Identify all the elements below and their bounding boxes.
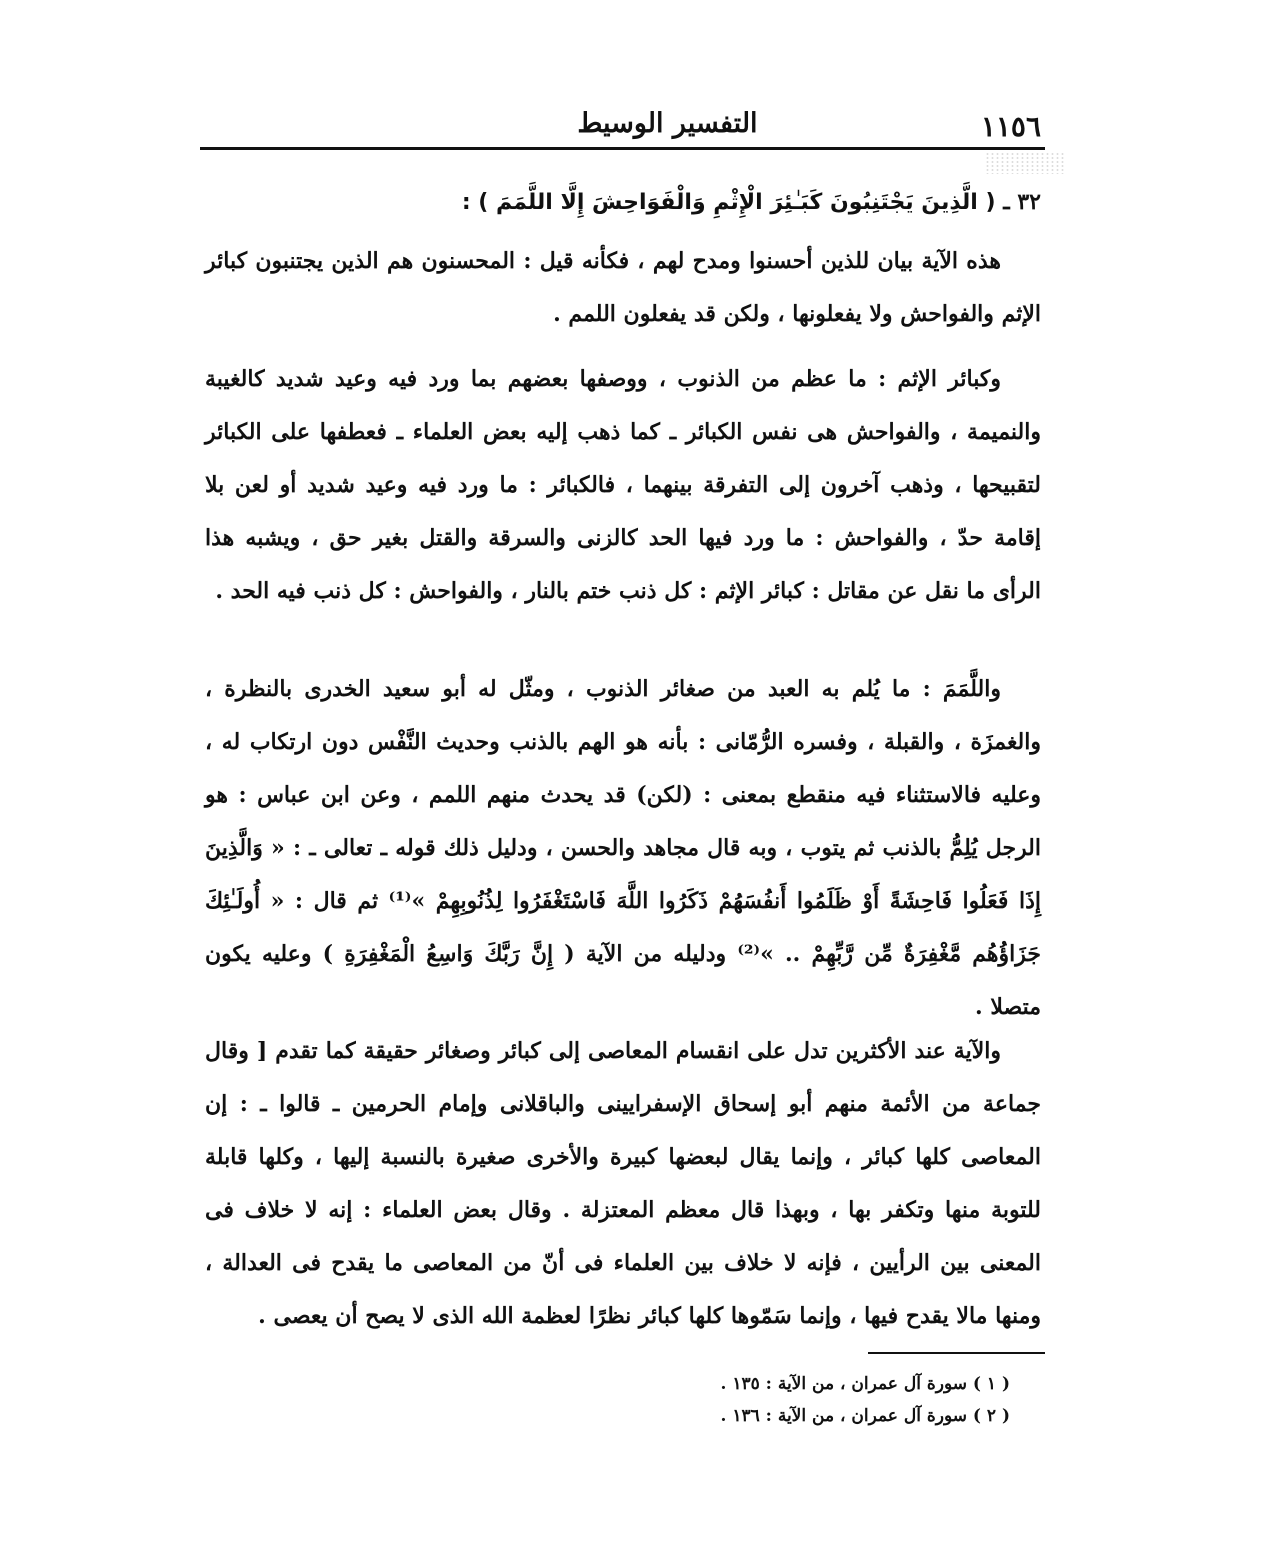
- header-divider: [200, 147, 1045, 150]
- verse-text: ( الَّذِينَ يَجْتَنِبُونَ كَبَـٰئِرَ الْإِثْمِ وَالْفَوَاحِشَ إِلَّا اللَّمَمَ ) :: [461, 190, 996, 215]
- verse-heading: [205, 182, 1081, 223]
- paragraph-1: هذه الآية بيان للذين أحسنوا ومدح لهم ، فكأنه قيل : المحسنون هم الذين يجتنبون كبائر الإثم والفواحش ولا يفعلونها ، ولكن قد يفعلون اللمم .: [205, 248, 1041, 327]
- footnote-2: ( ٢ ) سورة آل عمران ، من الآية : ١٣٦ .: [720, 1406, 1010, 1426]
- paragraph-3: واللَّمَمَ : ما يُلم به العبد من صغائر الذنوب ، ومثّل له أبو سعيد الخدرى بالنظرة ، والغمزَة ، والقبلة ، وفسره الرُّمّانى : بأنه هو الهم بالذنب وحديث النَّفْس دون ارتكاب له ، وعليه فالاستثناء فيه منقطع بمعنى : (لكن) قد يحدث منهم اللمم ، وعن ابن عباس : هو الرجل يُلِمُّ بالذنب ثم يتوب ، وبه قال مجاهد والحسن ، ودليل ذلك قوله ـ تعالى ـ : « وَالَّذِينَ إِذَا فَعَلُوا فَاحِشَةً أَوْ ظَلَمُوا أَنفُسَهُمْ ذَكَرُوا اللَّهَ فَاسْتَغْفَرُوا لِذُنُوبِهِمْ »⁽¹⁾ ثم قال : « أُولَـٰئِكَ جَزَاؤُهُم مَّغْفِرَةٌ مِّن رَّبِّهِمْ .. »⁽²⁾ ودليله من الآية ( إِنَّ رَبَّكَ وَاسِعُ الْمَغْفِرَةِ ) وعليه يكون متصلا .: [205, 676, 1041, 1020]
- paragraph-4: والآية عند الأكثرين تدل على انقسام المعاصى إلى كبائر وصغائر حقيقة كما تقدم [ وقال جماعة من الأئمة منهم أبو إسحاق الإسفرايينى والباقلانى وإمام الحرمين ـ قالوا ـ : إن المعاصى كلها كبائر ، وإنما يقال لبعضها كبيرة والأخرى صغيرة بالنسبة إليها ، وكلها قابلة للتوبة منها وتكفر بها ، وبهذا قال معظم المعتزلة . وقال بعض العلماء : إنه لا خلاف فى المعنى بين الرأيين ، فإنه لا خلاف بين العلماء فى أنّ من المعاصى ما يقدح فى العدالة ، ومنها مالا يقدح فيها ، وإنما سَمّوها كلها كبائر نظرًا لعظمة الله الذى لا يصح أن يعصى .: [205, 1038, 1041, 1329]
- book-title: التفسير الوسيط: [577, 108, 758, 139]
- paragraph-2: وكبائر الإثم : ما عظم من الذنوب ، ووصفها بعضهم بما ورد فيه وعيد شديد كالغيبة والنميمة ، والفواحش هى نفس الكبائر ـ كما ذهب إليه بعض العلماء ـ فعطفها على الكبائر لتقبيحها ، وذهب آخرون إلى التفرقة بينهما ، فالكبائر : ما ورد فيه وعيد شديد أو لعن بلا إقامة حدّ ، والفواحش : ما ورد فيها الحد كالزنى والسرقة والقتل بغير حق ، ويشبه هذا الرأى ما نقل عن مقاتل : كبائر الإثم : كل ذنب ختم بالنار ، والفواحش : كل ذنب فيه الحد .: [205, 366, 1041, 604]
- footnote-divider: [868, 1352, 1045, 1354]
- running-header: [200, 108, 1045, 148]
- scan-speckle: [985, 152, 1065, 174]
- footnote-1: ( ١ ) سورة آل عمران ، من الآية : ١٣٥ .: [720, 1374, 1010, 1394]
- verse-number: ٣٢ ـ: [1003, 189, 1041, 215]
- footnotes: [560, 1368, 1010, 1432]
- page-number: ١١٥٦: [980, 110, 1041, 143]
